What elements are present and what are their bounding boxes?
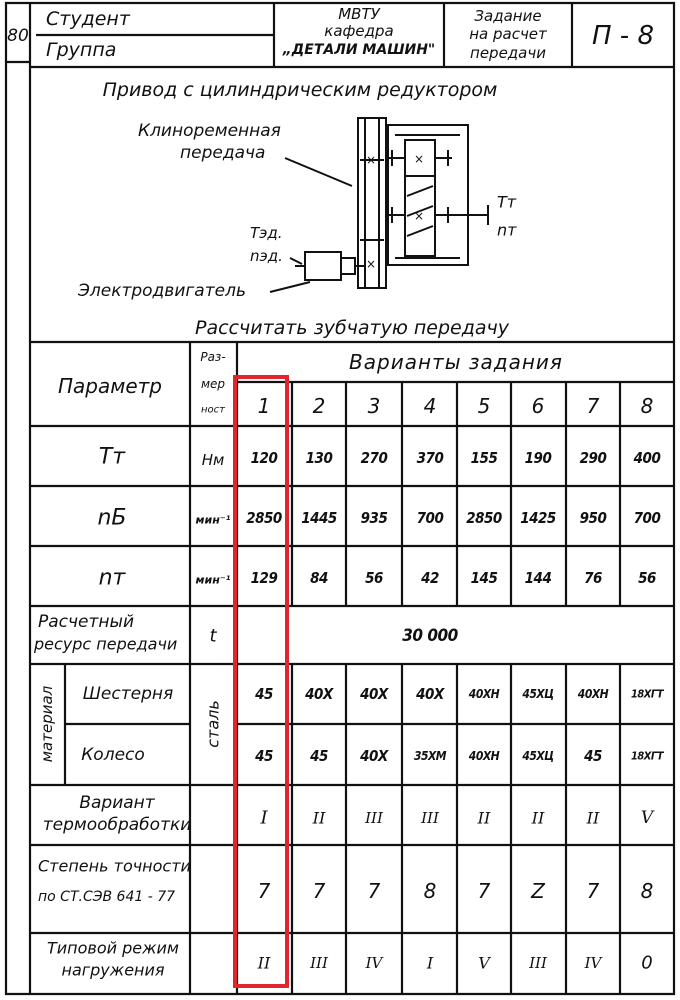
gear-material: 40ХН <box>468 687 500 701</box>
load-value: IV <box>365 954 383 972</box>
heat-label-2: термообработки <box>42 815 192 835</box>
wheel-material: 35ХМ <box>413 749 447 763</box>
gear-material: 40Х <box>360 685 388 703</box>
wheel-material: 45ХЦ <box>522 749 554 763</box>
output-torque-label: Tт <box>497 192 517 212</box>
variant-number: 3 <box>367 394 381 418</box>
variant-number: 5 <box>477 394 491 418</box>
gear-material: 40Х <box>416 685 444 703</box>
motor-torque-label: Tэд. <box>250 224 283 242</box>
load-label-1: Типовой режим <box>46 938 180 958</box>
load-value: III <box>529 954 547 972</box>
motor-speed-label: nэд. <box>250 247 283 265</box>
resource-label-2: ресурс передачи <box>34 634 178 654</box>
wheel-material: 45 <box>310 747 328 765</box>
row-unit: мин⁻¹ <box>195 513 231 527</box>
diagram-title: Привод с цилиндрическим редуктором <box>102 79 498 101</box>
row-value: 190 <box>524 449 552 467</box>
variant-number: 6 <box>531 394 545 418</box>
variant-number: 2 <box>312 394 326 418</box>
wheel-material: 18ХГТ <box>631 749 663 763</box>
wheel-label: Колесо <box>81 745 145 765</box>
task-line2: на расчет <box>469 25 547 43</box>
row-value: 129 <box>250 569 278 587</box>
institution-line3: „ДЕТАЛИ МАШИН" <box>282 42 436 58</box>
wheel-material: 45 <box>584 747 602 765</box>
row-value: 56 <box>638 569 656 587</box>
gear-material: 40Х <box>305 685 333 703</box>
units-header-2: мер <box>200 377 226 391</box>
row-unit: Нм <box>201 451 225 469</box>
units-header-3: ност <box>201 404 225 416</box>
accuracy-value: 7 <box>586 879 600 903</box>
accuracy-label-2: по СТ.СЭВ 641 - 77 <box>38 889 176 905</box>
heat-value: I <box>260 807 268 829</box>
row-value: 56 <box>365 569 383 587</box>
output-speed-label: nт <box>497 220 517 240</box>
row-value: 700 <box>416 509 444 527</box>
row-value: 400 <box>633 449 661 467</box>
variants-header: Варианты задания <box>349 350 563 374</box>
load-value: III <box>310 954 328 972</box>
gear-label: Шестерня <box>82 684 174 704</box>
param-header: Параметр <box>58 374 162 398</box>
load-value: II <box>257 953 271 973</box>
task-line3: передачи <box>470 44 546 62</box>
svg-text:×: × <box>366 257 377 271</box>
load-value: I <box>426 953 434 973</box>
heat-value: II <box>586 808 600 828</box>
heat-value: II <box>312 808 326 828</box>
load-value: V <box>478 953 490 973</box>
accuracy-value: 8 <box>640 879 654 903</box>
institution-line2: кафедра <box>324 22 394 40</box>
wheel-material: 40Х <box>360 747 388 765</box>
accuracy-value: 7 <box>312 879 326 903</box>
wheel-material: 40ХН <box>468 749 500 763</box>
gear-material: 40ХН <box>577 687 609 701</box>
row-value: 935 <box>360 509 388 527</box>
svg-text:×: × <box>414 152 425 166</box>
row-value: 370 <box>416 449 444 467</box>
row-value: 290 <box>579 449 607 467</box>
variant-number: 7 <box>586 394 600 418</box>
resource-unit: t <box>209 625 217 647</box>
accuracy-value: 7 <box>257 879 271 903</box>
row-value: 145 <box>470 569 498 587</box>
row-value: 950 <box>579 509 607 527</box>
row-value: 42 <box>421 569 439 587</box>
row-value: 120 <box>250 449 278 467</box>
row-value: 2850 <box>246 509 282 527</box>
row-value: 1445 <box>301 509 337 527</box>
heat-value: III <box>365 809 383 827</box>
motor-label: Электродвигатель <box>78 281 246 301</box>
group-label: Группа <box>46 39 117 61</box>
accuracy-label-1: Степень точности <box>38 856 191 876</box>
row-value: 76 <box>584 569 602 587</box>
load-label-2: нагружения <box>61 960 165 980</box>
heat-value: II <box>477 808 491 828</box>
row-name: nБ <box>97 505 127 531</box>
resource-value: 30 000 <box>402 626 458 646</box>
accuracy-value: 7 <box>367 879 381 903</box>
table-caption: Рассчитать зубчатую передачу <box>195 317 509 339</box>
variant-1-highlight <box>233 375 289 988</box>
variant-number: 8 <box>640 394 654 418</box>
load-value: IV <box>584 954 602 972</box>
heat-label-1: Вариант <box>79 793 155 813</box>
variant-number: 1 <box>257 394 271 418</box>
belt-label-line2: передача <box>180 143 266 163</box>
units-header-1: Раз- <box>200 350 226 364</box>
material-group-label: материал <box>38 685 56 763</box>
accuracy-value: Z <box>531 879 545 903</box>
accuracy-value: 8 <box>423 879 437 903</box>
row-value: 2850 <box>466 509 502 527</box>
row-value: 700 <box>633 509 661 527</box>
svg-text:×: × <box>366 153 377 167</box>
task-code: П - 8 <box>591 21 655 51</box>
row-value: 84 <box>310 569 328 587</box>
belt-label-line1: Клиноременная <box>138 121 281 141</box>
page-number: 80 <box>7 26 29 46</box>
wheel-material: 45 <box>255 747 273 765</box>
row-unit: мин⁻¹ <box>195 573 231 587</box>
institution-line1: МВТУ <box>338 5 380 23</box>
gear-material: 45 <box>255 685 273 703</box>
row-value: 155 <box>470 449 498 467</box>
gear-material: 18ХГТ <box>631 687 663 701</box>
gear-material: 45ХЦ <box>522 687 554 701</box>
student-label: Студент <box>46 8 130 30</box>
heat-value: III <box>421 809 439 827</box>
row-name: nт <box>98 565 126 591</box>
variant-number: 4 <box>423 394 437 418</box>
task-line1: Задание <box>474 7 542 25</box>
heat-value: II <box>531 808 545 828</box>
row-value: 130 <box>305 449 333 467</box>
resource-label-1: Расчетный <box>38 612 135 632</box>
heat-value: V <box>640 808 654 828</box>
accuracy-value: 7 <box>477 879 491 903</box>
load-value: 0 <box>641 952 653 974</box>
row-value: 270 <box>360 449 388 467</box>
row-value: 1425 <box>520 509 556 527</box>
material-unit: сталь <box>203 700 223 748</box>
row-value: 144 <box>524 569 552 587</box>
row-name: Tт <box>98 444 126 470</box>
svg-text:×: × <box>414 209 425 223</box>
